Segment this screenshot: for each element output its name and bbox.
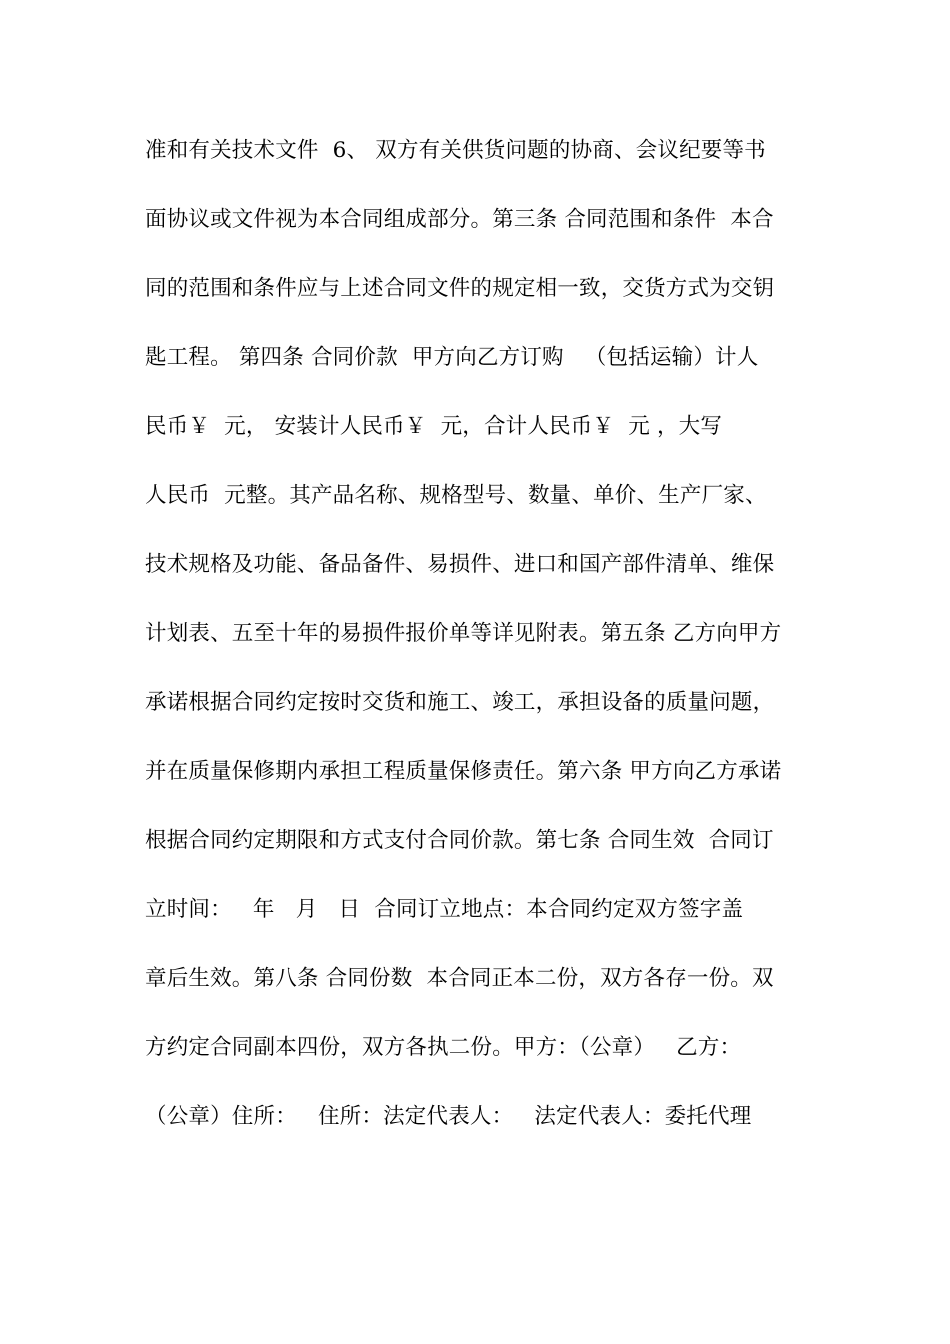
text-line: 面协议或文件视为本合同组成部分。第三条 合同范围和条件 本合 (145, 207, 774, 232)
text-line: 民币￥ 元， 安装计人民币￥ 元，合计人民币￥ 元 ，大写 (145, 414, 723, 439)
text-line: （公章）住所： 住所：法定代表人： 法定代表人：委托代理 (145, 1104, 752, 1129)
text-line: 立时间： 年 月 日 合同订立地点：本合同约定双方签字盖 (145, 897, 744, 922)
text-line: 承诺根据合同约定按时交货和施工、竣工，承担设备的质量问题， (145, 690, 775, 715)
text-line: 人民币 元整。其产品名称、规格型号、数量、单价、生产厂家、 (145, 483, 767, 508)
text-line: 并在质量保修期内承担工程质量保修责任。第六条 甲方向乙方承诺 (145, 759, 782, 784)
text-line: 章后生效。第八条 合同份数 本合同正本二份，双方各存一份。双 (145, 966, 774, 991)
text-line: 匙工程。 第四条 合同价款 甲方向乙方订购 （包括运输）计人 (145, 345, 759, 370)
text-line: 技术规格及功能、备品备件、易损件、进口和国产部件清单、维保 (145, 552, 775, 577)
text-line: 计划表、五至十年的易损件报价单等详见附表。第五条 乙方向甲方 (145, 621, 782, 646)
text-line: 根据合同约定期限和方式支付合同价款。第七条 合同生效 合同订 (145, 828, 774, 853)
text-line: 准和有关技术文件 6、 双方有关供货问题的协商、会议纪要等书 (145, 138, 766, 163)
text-line: 同的范围和条件应与上述合同文件的规定相一致，交货方式为交钥 (145, 276, 775, 301)
text-line: 方约定合同副本四份，双方各执二份。甲方：（公章） 乙方： (145, 1035, 742, 1060)
contract-text (145, 126, 815, 1161)
